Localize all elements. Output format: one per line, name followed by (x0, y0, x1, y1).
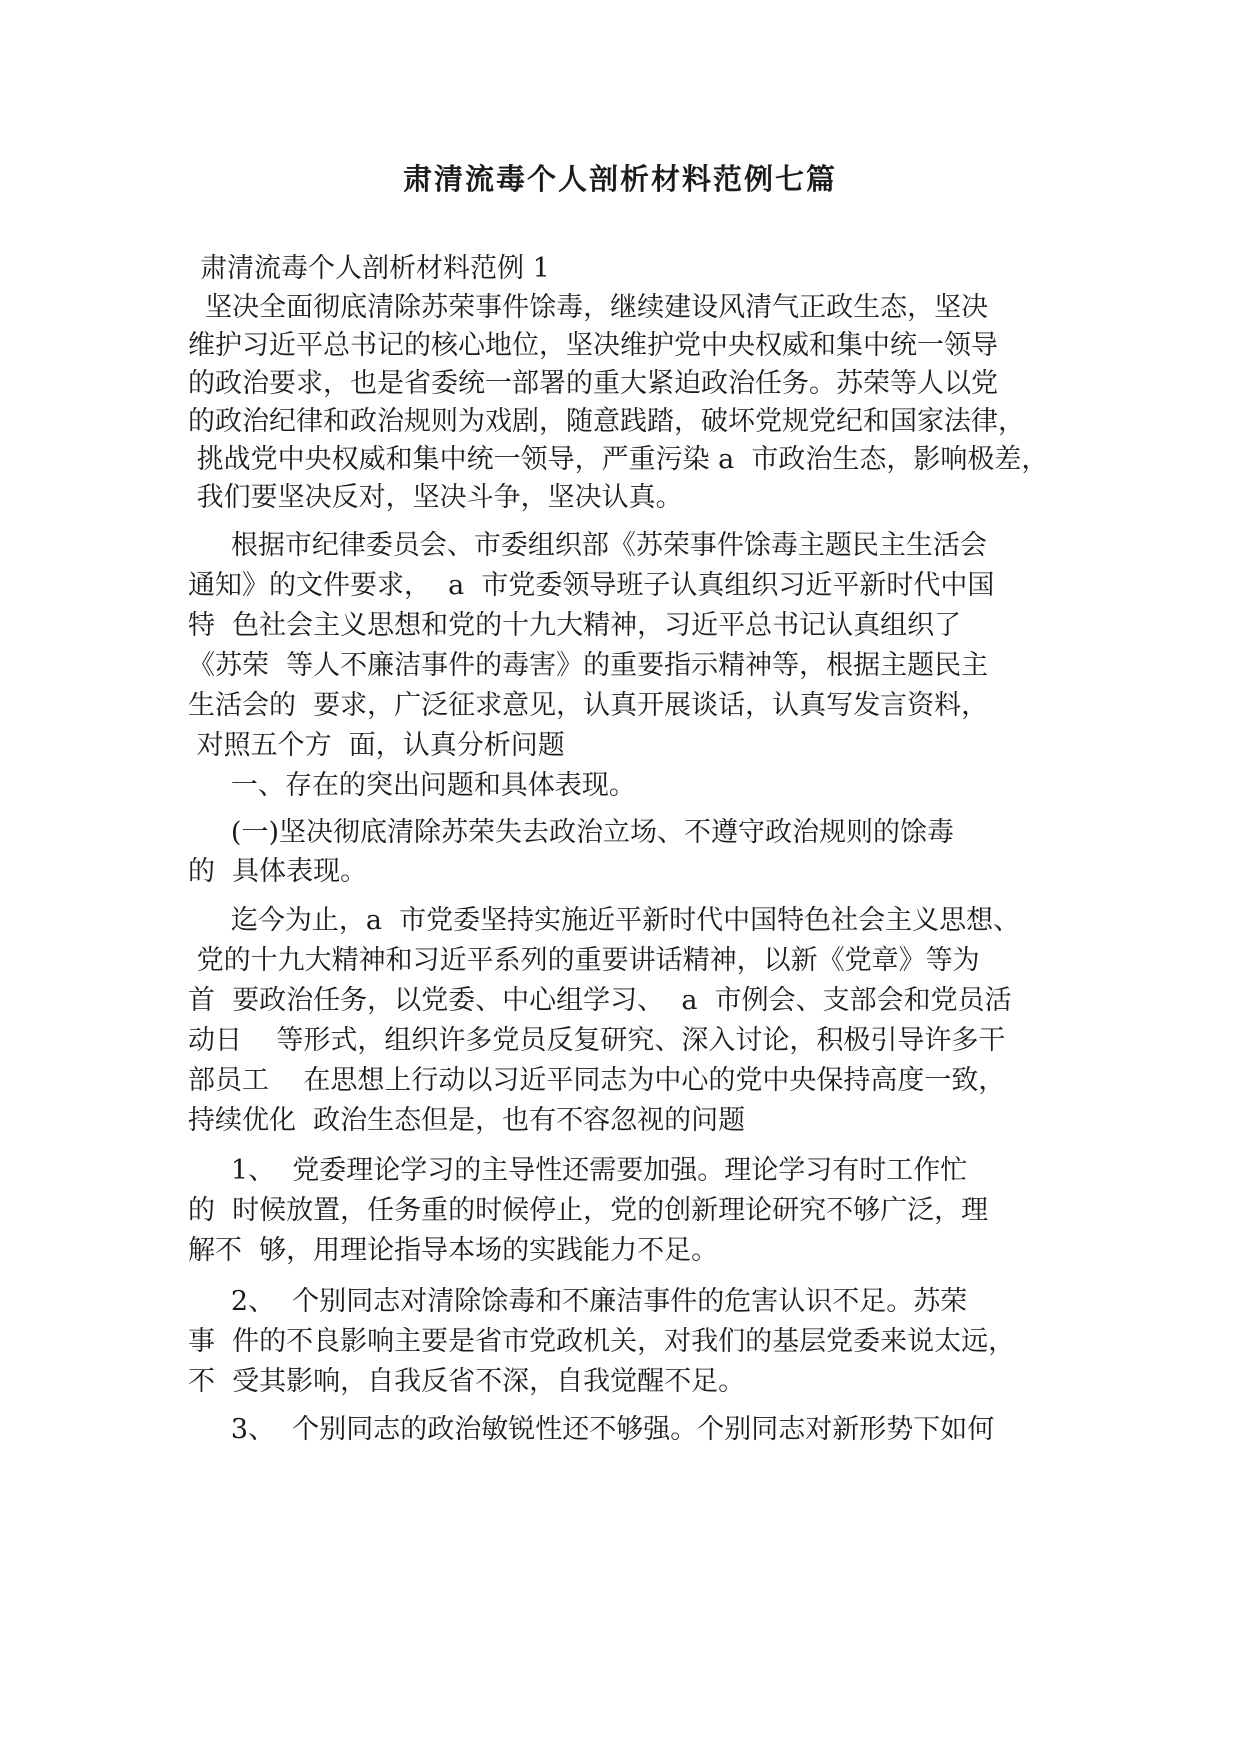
list-item-line: 事 件的不良影响主要是省市党政机关，对我们的基层党委来说太远， (188, 1326, 1016, 1357)
document-subtitle: 肃清流毒个人剖析材料范例 1 (200, 253, 550, 284)
subsection-heading: 的 具体表现。 (188, 856, 368, 887)
list-item-line: 1、 党委理论学习的主导性还需要加强。理论学习有时工作忙 (188, 1155, 968, 1186)
list-item-line: 2、 个别同志对清除馀毒和不廉洁事件的危害认识不足。苏荣 (188, 1286, 968, 1317)
paragraph-line: 《苏荣 等人不廉洁事件的毒害》的重要指示精神等，根据主题民主 (188, 650, 989, 681)
paragraph-line: 通知》的文件要求， a 市党委领导班子认真组织习近平新时代中国 (188, 570, 995, 601)
paragraph-line: 的政治纪律和政治规则为戏剧，随意践踏，破坏党规党纪和国家法律， (188, 406, 1025, 437)
paragraph-line: 特 色社会主义思想和党的十九大精神，习近平总书记认真组织了 (188, 610, 962, 641)
paragraph-line: 动日 等形式，组织许多党员反复研究、深入讨论，积极引导许多干 (188, 1025, 1006, 1056)
paragraph-line: 生活会的 要求，广泛征求意见，认真开展谈话，认真写发言资料， (188, 690, 989, 721)
document-title: 肃清流毒个人剖析材料范例七篇 (402, 162, 837, 196)
paragraph-line: 我们要坚决反对，坚决斗争，坚决认真。 (188, 482, 683, 513)
list-item-line: 解不 够，用理论指导本场的实践能力不足。 (188, 1235, 719, 1266)
paragraph-line: 的政治要求，也是省委统一部署的重大紧迫政治任务。苏荣等人以党 (188, 368, 998, 399)
paragraph-line: 坚决全面彻底清除苏荣事件馀毒，继续建设风清气正政生态，坚决 (188, 292, 989, 323)
subsection-heading: (一)坚决彻底清除苏荣失去政治立场、不遵守政治规则的馀毒 (188, 817, 954, 848)
paragraph-line: 首 要政治任务，以党委、中心组学习、 a 市例会、支部会和党员活 (188, 985, 1012, 1016)
paragraph-line: 部员工 在思想上行动以习近平同志为中心的党中央保持高度一致， (188, 1065, 1006, 1096)
list-item-line: 不 受其影响，自我反省不深，自我觉醒不足。 (188, 1366, 746, 1397)
paragraph-line: 持续优化 政治生态但是，也有不容忽视的问题 (188, 1105, 746, 1136)
list-item-line: 的 时候放置，任务重的时候停止，党的创新理论研究不够广泛，理 (188, 1195, 989, 1226)
paragraph-line: 挑战党中央权威和集中统一领导，严重污染 a 市政治生态，影响极差， (188, 444, 1049, 475)
list-item-line: 3、 个别同志的政治敏锐性还不够强。个别同志对新形势下如何 (188, 1414, 995, 1445)
paragraph-line: 根据市纪律委员会、市委组织部《苏荣事件馀毒主题民主生活会 (188, 530, 987, 561)
paragraph-line: 迄今为止，a 市党委坚持实施近平新时代中国特色社会主义思想、 (188, 905, 1021, 936)
paragraph-line: 维护习近平总书记的核心地位，坚决维护党中央权威和集中统一领导 (188, 330, 998, 361)
paragraph-line: 对照五个方 面，认真分析问题 (188, 730, 565, 761)
paragraph-line: 党的十九大精神和习近平系列的重要讲话精神，以新《党章》等为 (188, 945, 980, 976)
section-heading: 一、存在的突出问题和具体表现。 (188, 770, 636, 801)
